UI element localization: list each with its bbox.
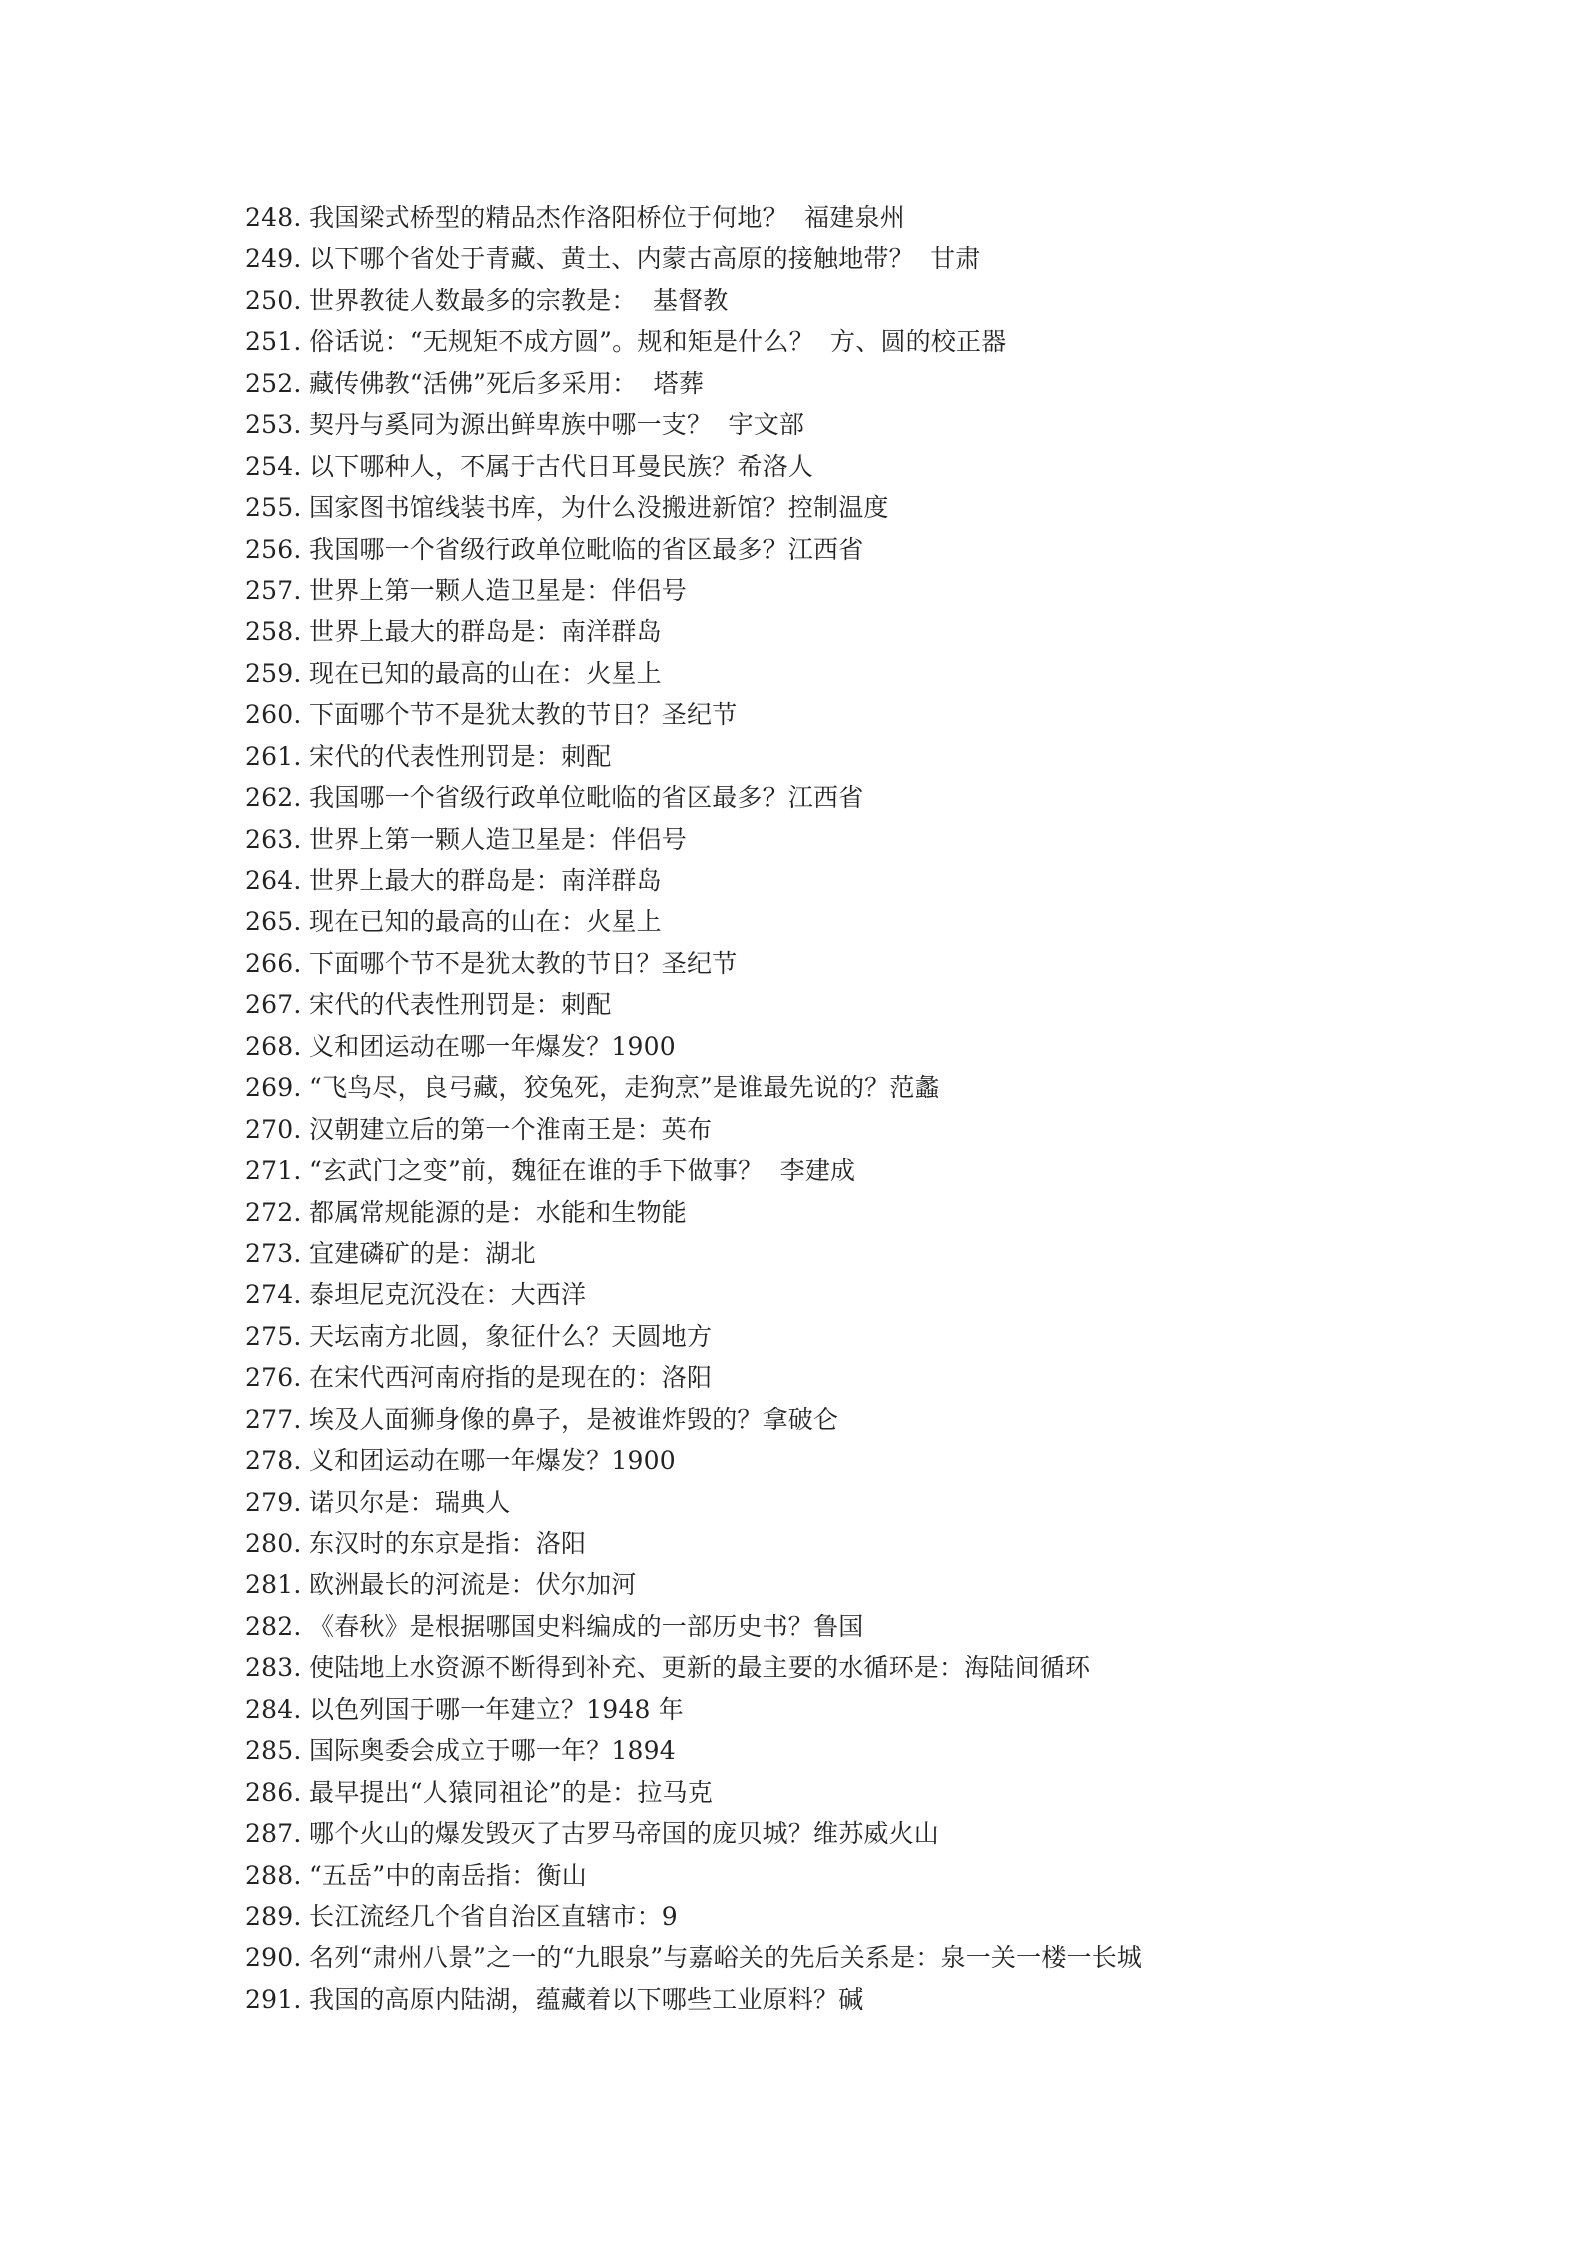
item-text: 以下哪个省处于青藏、黄土、内蒙古高原的接触地带？ 甘肃	[309, 244, 981, 274]
list-item	[245, 1689, 1142, 1730]
list-item	[245, 1233, 1142, 1274]
item-text: 宋代的代表性刑罚是：刺配	[309, 741, 612, 771]
item-text: 俗话说：“无规矩不成方圆”。规和矩是什么？ 方、圆的校正器	[309, 327, 1007, 357]
item-number: 267.	[245, 990, 302, 1020]
list-item	[245, 487, 1142, 528]
item-text: 天坛南方北圆，象征什么？天圆地方	[309, 1321, 713, 1351]
item-text: “玄武门之变”前，魏征在谁的手下做事？ 李建成	[309, 1156, 856, 1186]
list-item	[245, 1316, 1142, 1357]
item-number: 283.	[245, 1653, 302, 1683]
item-number: 261.	[245, 741, 302, 771]
list-item	[245, 736, 1142, 777]
list-item	[245, 238, 1142, 279]
item-number: 260.	[245, 700, 302, 730]
list-item	[245, 1109, 1142, 1150]
list-item	[245, 1606, 1142, 1647]
item-number: 279.	[245, 1487, 302, 1517]
list-item	[245, 280, 1142, 321]
list-item	[245, 570, 1142, 611]
item-number: 289.	[245, 1901, 302, 1931]
item-text: 宜建磷矿的是：湖北	[309, 1238, 536, 1268]
list-item	[245, 1647, 1142, 1688]
list-item	[245, 1896, 1142, 1937]
item-text: 都属常规能源的是：水能和生物能	[309, 1197, 688, 1227]
item-number: 275.	[245, 1321, 302, 1351]
list-item	[245, 1357, 1142, 1398]
list-item	[245, 363, 1142, 404]
item-number: 274.	[245, 1280, 302, 1310]
item-number: 278.	[245, 1446, 302, 1476]
question-answer-list	[245, 197, 1142, 2020]
item-number: 282.	[245, 1611, 302, 1641]
item-number: 271.	[245, 1156, 302, 1186]
item-text: 名列“肃州八景”之一的“九眼泉”与嘉峪关的先后关系是：泉一关一楼一长城	[309, 1943, 1143, 1973]
item-number: 288.	[245, 1860, 302, 1890]
item-text: 以下哪种人，不属于古代日耳曼民族？希洛人	[309, 451, 814, 481]
item-number: 269.	[245, 1073, 302, 1103]
item-text: 下面哪个节不是犹太教的节日？圣纪节	[309, 700, 738, 730]
item-text: 世界上第一颗人造卫星是：伴侣号	[309, 824, 688, 854]
item-text: 《春秋》是根据哪国史料编成的一部历史书？鲁国	[309, 1611, 864, 1641]
item-number: 276.	[245, 1363, 302, 1393]
item-number: 291.	[245, 1984, 302, 2014]
item-text: 宋代的代表性刑罚是：刺配	[309, 990, 612, 1020]
item-text: 长江流经几个省自治区直辖市：9	[309, 1901, 678, 1931]
item-text: 契丹与奚同为源出鲜卑族中哪一支？ 宇文部	[309, 410, 805, 440]
item-text: 哪个火山的爆发毁灭了古罗马帝国的庞贝城？维苏威火山	[309, 1819, 940, 1849]
list-item	[245, 1979, 1142, 2020]
item-number: 259.	[245, 658, 302, 688]
item-text: 世界上最大的群岛是：南洋群岛	[309, 617, 662, 647]
item-number: 263.	[245, 824, 302, 854]
item-number: 285.	[245, 1736, 302, 1766]
item-text: “飞鸟尽，良弓藏，狡兔死，走狗烹”是谁最先说的？范蠡	[309, 1073, 940, 1103]
item-text: 诺贝尔是：瑞典人	[309, 1487, 511, 1517]
item-text: 世界上最大的群岛是：南洋群岛	[309, 866, 662, 895]
item-number: 264.	[245, 866, 302, 895]
list-item	[245, 819, 1142, 860]
list-item	[245, 1523, 1142, 1564]
list-item	[245, 1440, 1142, 1481]
item-text: 世界教徒人数最多的宗教是： 基督教	[309, 285, 729, 315]
item-text: 最早提出“人猿同祖论”的是：拉马克	[309, 1777, 713, 1807]
list-item	[245, 860, 1142, 901]
item-text: 埃及人面狮身像的鼻子，是被谁炸毁的？拿破仑	[309, 1404, 839, 1434]
list-item	[245, 1150, 1142, 1191]
item-number: 251.	[245, 327, 302, 357]
item-text: 使陆地上水资源不断得到补充、更新的最主要的水循环是：海陆间循环	[309, 1653, 1091, 1683]
list-item	[245, 984, 1142, 1025]
item-number: 286.	[245, 1777, 302, 1807]
item-number: 277.	[245, 1404, 302, 1434]
list-item	[245, 197, 1142, 238]
list-item	[245, 1026, 1142, 1067]
item-number: 268.	[245, 1031, 302, 1061]
list-item	[245, 1813, 1142, 1854]
list-item	[245, 777, 1142, 818]
item-text: 义和团运动在哪一年爆发？1900	[309, 1446, 676, 1476]
item-number: 250.	[245, 285, 302, 315]
list-item	[245, 694, 1142, 735]
list-item	[245, 321, 1142, 362]
item-text: “五岳”中的南岳指：衡山	[309, 1860, 587, 1890]
item-text: 我国的高原内陆湖，蕴藏着以下哪些工业原料？碱	[309, 1984, 864, 2014]
item-text: 藏传佛教“活佛”死后多采用： 塔葬	[309, 368, 705, 398]
item-number: 256.	[245, 534, 302, 564]
item-text: 我国梁式桥型的精品杰作洛阳桥位于何地？ 福建泉州	[309, 203, 905, 232]
item-number: 280.	[245, 1529, 302, 1558]
item-number: 255.	[245, 493, 302, 523]
list-item	[245, 653, 1142, 694]
item-text: 欧洲最长的河流是：伏尔加河	[309, 1570, 637, 1600]
item-number: 265.	[245, 907, 302, 937]
item-number: 248.	[245, 203, 302, 232]
list-item	[245, 404, 1142, 445]
item-number: 284.	[245, 1694, 302, 1724]
item-text: 义和团运动在哪一年爆发？1900	[309, 1031, 676, 1061]
item-number: 272.	[245, 1197, 302, 1227]
list-item	[245, 611, 1142, 652]
list-item	[245, 1067, 1142, 1108]
list-item	[245, 1730, 1142, 1771]
item-number: 258.	[245, 617, 302, 647]
list-item	[245, 1482, 1142, 1523]
item-text: 下面哪个节不是犹太教的节日？圣纪节	[309, 948, 738, 978]
item-number: 254.	[245, 451, 302, 481]
item-number: 287.	[245, 1819, 302, 1849]
item-number: 266.	[245, 948, 302, 978]
item-number: 273.	[245, 1238, 302, 1268]
item-number: 252.	[245, 368, 302, 398]
item-number: 270.	[245, 1114, 302, 1144]
list-item	[245, 1937, 1142, 1978]
item-text: 以色列国于哪一年建立？1948 年	[309, 1694, 684, 1724]
list-item	[245, 1192, 1142, 1233]
item-text: 汉朝建立后的第一个淮南王是：英布	[309, 1114, 713, 1144]
list-item	[245, 1855, 1142, 1896]
item-text: 我国哪一个省级行政单位毗临的省区最多？江西省	[309, 783, 864, 813]
item-text: 现在已知的最高的山在：火星上	[309, 658, 662, 688]
list-item	[245, 529, 1142, 570]
item-text: 东汉时的东京是指：洛阳	[309, 1529, 587, 1558]
item-text: 我国哪一个省级行政单位毗临的省区最多？江西省	[309, 534, 864, 564]
list-item	[245, 446, 1142, 487]
item-text: 国家图书馆线装书库，为什么没搬进新馆？控制温度	[309, 493, 889, 523]
item-number: 262.	[245, 783, 302, 813]
item-text: 国际奥委会成立于哪一年？1894	[309, 1736, 676, 1766]
item-number: 257.	[245, 575, 302, 605]
list-item	[245, 1564, 1142, 1605]
item-number: 253.	[245, 410, 302, 440]
list-item	[245, 1399, 1142, 1440]
list-item	[245, 1772, 1142, 1813]
item-number: 281.	[245, 1570, 302, 1600]
item-text: 世界上第一颗人造卫星是：伴侣号	[309, 575, 688, 605]
list-item	[245, 1274, 1142, 1315]
item-number: 249.	[245, 244, 302, 274]
item-text: 现在已知的最高的山在：火星上	[309, 907, 662, 937]
list-item	[245, 901, 1142, 942]
item-text: 在宋代西河南府指的是现在的：洛阳	[309, 1363, 713, 1393]
item-text: 泰坦尼克沉没在：大西洋	[309, 1280, 587, 1310]
item-number: 290.	[245, 1943, 302, 1973]
list-item	[245, 943, 1142, 984]
